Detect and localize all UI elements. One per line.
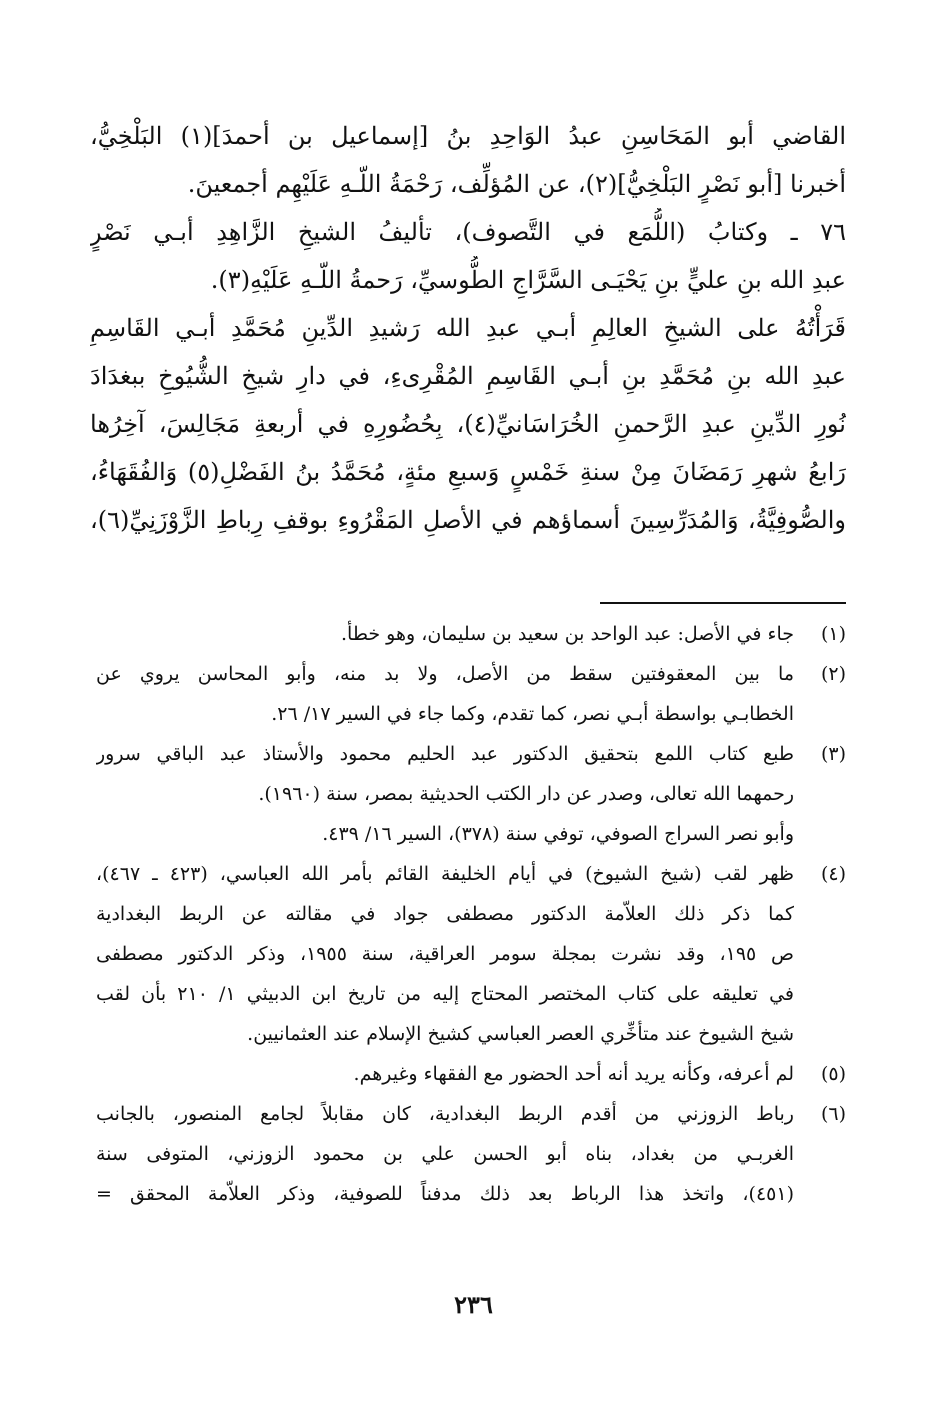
footnote-line: ما بين المعقوفتين سقط من الأصل، ولا بد منه، وأبو المحاسن يروي عن <box>96 663 794 685</box>
footnote-line: لم أعرفه، وكأنه يريد أنه أحد الحضور مع الفقهاء وغيرهم. <box>353 1063 794 1085</box>
footnote-line: رحمهما الله تعالى، وصدر عن دار الكتب الحديثية بمصر، سنة (١٩٦٠). <box>258 783 794 805</box>
footnote-number: (٢) <box>820 663 846 685</box>
main-text <box>90 112 846 544</box>
footnote <box>96 734 846 854</box>
footnote-divider <box>600 602 846 604</box>
footnote-number: (٥) <box>820 1063 846 1085</box>
page-number: ٢٣٦ <box>454 1290 493 1319</box>
footnote <box>96 854 846 1054</box>
footnote-line: (٤٥١)، واتخذ هذا الرباط بعد ذلك مدفناً للصوفية، وذكر العلاّمة المحقق = <box>96 1183 794 1205</box>
footnote-line: ظهر لقب (شيخ الشيوخ) في أيام الخليفة القائم بأمر الله العباسي، (٤٢٣ ـ ٤٦٧)، <box>96 863 794 885</box>
footnote-line: الخطابـي بواسطة أبـي نصر، كما تقدم، وكما جاء في السير ١٧/ ٢٦. <box>271 703 794 725</box>
footnote-number: (١) <box>820 623 846 645</box>
footnote-line: طبع كتاب اللمع بتحقيق الدكتور عبد الحليم محمود والأستاذ عبد الباقي سرور <box>96 743 794 765</box>
footnote-number: (٦) <box>820 1103 846 1125</box>
body-line: أخبرنا [أبو نَصْرٍ البَلْخِيُّ](٢)، عن المُؤلِّف، رَحْمَةُ اللّـهِ عَلَيْهِم أجمعينَ. <box>187 170 846 198</box>
footnote <box>96 1054 846 1094</box>
footnote-line: في تعليقه على كتاب المختصر المحتاج إليه من تاريخ ابن الدبيثي ١/ ٢١٠ بأن لقب <box>96 983 794 1005</box>
footnote-line: ص ١٩٥، وقد نشرت بمجلة سومر العراقية، سنة ١٩٥٥، وذكر الدكتور مصطفى <box>96 943 794 965</box>
footnote-line: كما ذكر ذلك العلاّمة الدكتور مصطفى جواد في مقالته عن الربط البغدادية <box>96 903 794 925</box>
body-line: رَابعُ شهرِ رَمَضَانَ مِنْ سنةِ خَمْسٍ وَسبعِ مئةٍ، مُحَمَّدُ بنُ الفَضْلِ(٥) وَالفُقَهَاءُ، <box>90 458 846 486</box>
footnote-line: رباط الزوزني من أقدم الربط البغدادية، كان مقابلاً لجامع المنصور، بالجانب <box>96 1103 794 1125</box>
body-line: عبدِ الله بنِ عليٍّ بنِ يَحْيَـى السَّرَّاجِ الطُّوسيِّ، رَحمةُ اللّـهِ عَلَيْهِ(٣). <box>210 266 846 294</box>
footnote-line: جاء في الأصل: عبد الواحد بن سعيد بن سليمان، وهو خطأ. <box>340 623 794 645</box>
footnote <box>96 654 846 734</box>
footnote <box>96 614 846 654</box>
footnote-number: (٤) <box>820 863 846 885</box>
body-line: القاضي أبو المَحَاسِنِ عبدُ الوَاحِدِ بنُ [إسماعيل بن أحمدَ](١) البَلْخِيُّ، <box>90 122 846 150</box>
body-line: ٧٦ ـ وكتابُ (اللُّمَع في التَّصوف)، تأليفُ الشيخِ الزَّاهِدِ أبـي نَصْرٍ <box>90 218 846 246</box>
footnote <box>96 1094 846 1214</box>
body-line: والصُّوفِيَّةُ، وَالمُدَرِّسِينَ أسماؤهم في الأصلِ المَقْرُوءِ بوقفِ رِباطِ الزَّوْزَنِيِّ(٦)، <box>90 506 846 534</box>
footnote-number: (٣) <box>820 743 846 765</box>
body-line: نُورِ الدِّينِ عبدِ الرَّحمنِ الخُرَاسَانيِّ(٤)، بِحُضُورِهِ في أربعةِ مَجَالِسَ، آخِرُها <box>90 410 846 438</box>
footnote-line: شيخ الشيوخ عند متأخِّري العصر العباسي كشيخ الإسلام عند العثمانيين. <box>247 1023 794 1045</box>
body-line: قَرَأْتُهُ على الشيخِ العالِمِ أبـي عبدِ الله رَشيدِ الدِّينِ مُحَمَّدِ أبـي القَاسِمِ <box>90 314 846 342</box>
footnote-line: الغربـي من بغداد، بناه أبو الحسن علي بن محمود الزوزني، المتوفى سنة <box>96 1143 794 1165</box>
footnote-line: وأبو نصر السراج الصوفي، توفي سنة (٣٧٨)، السير ١٦/ ٤٣٩. <box>322 823 794 845</box>
footnotes <box>96 614 846 1214</box>
body-line: عبدِ الله بنِ مُحَمَّدِ بنِ أبـي القَاسِمِ المُقْرِىءِ، في دارِ شيخِ الشُّيُوخِ ببغدَادَ <box>90 362 846 390</box>
